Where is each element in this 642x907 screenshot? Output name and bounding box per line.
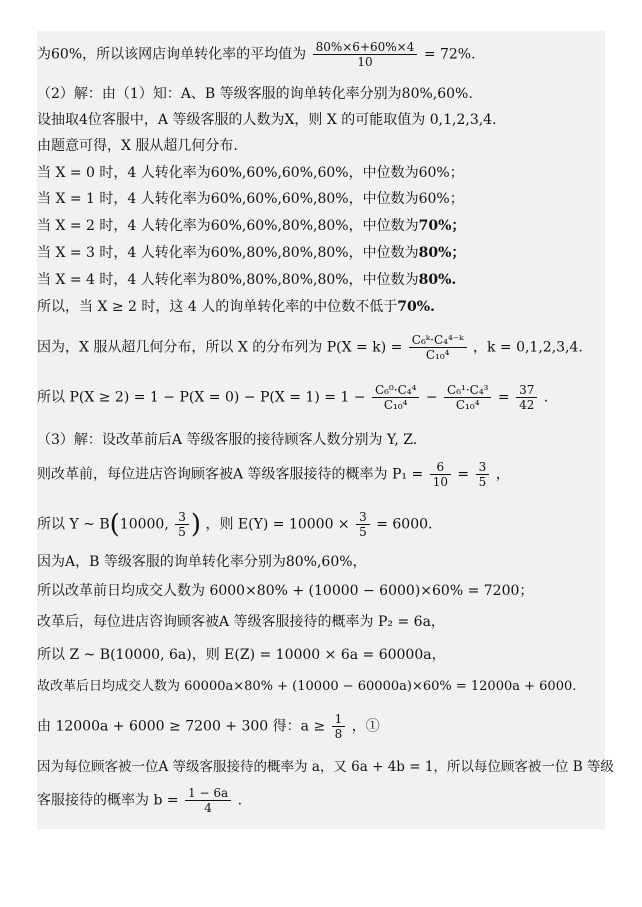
numerator: C₆ᵏ·C₄⁴⁻ᵏ bbox=[409, 333, 467, 348]
line-19 bbox=[37, 645, 446, 665]
text: 60%； bbox=[418, 191, 464, 207]
text: （2）解：由（1）知：A、B 等级客服的询单转化率分别为80%,60%. bbox=[37, 86, 473, 102]
text: （3）解：设改革前后A 等级客服的接待顾客人数分别为 Y, Z. bbox=[37, 432, 418, 448]
line-17 bbox=[37, 581, 533, 601]
line-14 bbox=[37, 460, 510, 489]
fraction bbox=[185, 786, 231, 815]
fraction bbox=[476, 460, 490, 489]
line-7 bbox=[37, 216, 465, 236]
line-10 bbox=[37, 297, 435, 317]
numerator: 6 bbox=[430, 460, 451, 475]
text: 因为A，B 等级客服的询单转化率分别为80%,60%， bbox=[37, 554, 367, 570]
text: 由 12000a + 6000 ≥ 7200 + 300 得：a ≥ bbox=[37, 718, 326, 735]
fraction bbox=[332, 712, 346, 741]
denominator: 5 bbox=[478, 475, 487, 489]
line-1 bbox=[37, 40, 476, 69]
denominator: C₁₀⁴ bbox=[455, 398, 480, 412]
line-3 bbox=[37, 110, 497, 130]
fraction bbox=[356, 510, 370, 539]
numerator: C₆¹·C₄³ bbox=[444, 383, 491, 398]
numerator: 3 bbox=[356, 510, 370, 525]
denominator: 10 bbox=[357, 55, 373, 69]
fraction bbox=[430, 460, 451, 489]
denominator: 4 bbox=[204, 801, 212, 815]
numerator: 3 bbox=[175, 510, 189, 525]
line-23 bbox=[37, 786, 242, 815]
fraction bbox=[372, 383, 419, 412]
paren: ( bbox=[109, 509, 120, 540]
denominator: 10 bbox=[432, 475, 448, 489]
paren: ) bbox=[190, 509, 202, 540]
text: 70%； bbox=[418, 218, 466, 234]
line-6 bbox=[37, 189, 464, 209]
text: 80%； bbox=[418, 245, 466, 261]
line-22 bbox=[37, 757, 614, 777]
line-18 bbox=[37, 612, 445, 632]
text: 因为，X 服从超几何分布，所以 X 的分布列为 P(X = k) = bbox=[37, 339, 403, 356]
text: 当 X = 0 时，4 人转化率为60%,60%,60%,60%，中位数为 bbox=[37, 165, 419, 181]
fraction bbox=[444, 383, 491, 412]
text: 80%. bbox=[418, 272, 457, 288]
numerator: 1 − 6a bbox=[185, 786, 231, 801]
text: 由题意可得，X 服从超几何分布. bbox=[37, 138, 238, 154]
text: 故改革后日均成交人数为 60000a×80% + (10000 − 60000a)×60% = 12000a + 6000. bbox=[37, 679, 577, 694]
line-12 bbox=[37, 383, 548, 412]
text: 60%； bbox=[418, 165, 464, 181]
text: 所以 Y ~ B bbox=[37, 516, 110, 533]
text: 10000, bbox=[119, 516, 169, 533]
text: = bbox=[457, 466, 470, 483]
line-20 bbox=[37, 677, 576, 697]
text: = 72%. bbox=[423, 46, 476, 63]
fraction bbox=[175, 510, 189, 539]
text: 所以 P(X ≥ 2) = 1 − P(X = 0) − P(X = 1) = 1 − bbox=[37, 389, 366, 406]
line-21 bbox=[37, 712, 380, 741]
text: 70%. bbox=[397, 299, 435, 315]
fraction bbox=[313, 40, 418, 69]
line-13 bbox=[37, 430, 417, 450]
text: = 6000. bbox=[376, 516, 433, 533]
text: 当 X = 4 时，4 人转化率为80%,80%,80%,80%，中位数为 bbox=[37, 272, 419, 288]
text: 所以 Z ~ B(10000, 6a)，则 E(Z) = 10000 × 6a = 60000a， bbox=[37, 647, 446, 663]
text: ，k = 0,1,2,3,4. bbox=[472, 339, 583, 356]
fraction bbox=[409, 333, 467, 362]
line-2 bbox=[37, 84, 473, 104]
text: . bbox=[543, 389, 549, 406]
denominator: 5 bbox=[359, 525, 367, 539]
text: . bbox=[237, 792, 243, 809]
text: ， bbox=[495, 466, 510, 483]
line-11 bbox=[37, 333, 583, 362]
numerator: 80%×6+60%×4 bbox=[313, 40, 418, 55]
denominator: 8 bbox=[334, 727, 343, 741]
denominator: C₁₀⁴ bbox=[425, 348, 450, 362]
text: ，则 E(Y) = 10000 × bbox=[205, 516, 350, 533]
text: 所以，当 X ≥ 2 时，这 4 人的询单转化率的中位数不低于 bbox=[37, 299, 398, 315]
line-9 bbox=[37, 270, 456, 290]
text: 当 X = 2 时，4 人转化率为60%,60%,80%,80%，中位数为 bbox=[37, 218, 419, 234]
line-5 bbox=[37, 163, 464, 183]
text: 所以改革前日均成交人数为 6000×80% + (10000 − 6000)×60% = 7200； bbox=[37, 583, 534, 599]
text: 设抽取4位客服中，A 等级客服的人数为X，则 X 的可能取值为 0,1,2,3,4. bbox=[37, 112, 497, 128]
text: 为60%，所以该网店询单转化率的平均值为 bbox=[37, 46, 307, 63]
denominator: C₁₀⁴ bbox=[383, 398, 408, 412]
text: = bbox=[497, 389, 510, 406]
text: 因为每位顾客被一位A 等级客服接待的概率为 a，又 6a + 4b = 1，所以每位顾客被一位 B 等级 bbox=[37, 759, 614, 775]
text: − bbox=[425, 389, 438, 406]
numerator: C₆⁰·C₄⁴ bbox=[372, 383, 419, 398]
text: 则改革前，每位进店咨询顾客被A 等级客服接待的概率为 P₁ = bbox=[37, 466, 424, 483]
denominator: 42 bbox=[519, 398, 535, 412]
text: 改革后，每位进店咨询顾客被A 等级客服接待的概率为 P₂ = 6a， bbox=[37, 614, 445, 630]
numerator: 37 bbox=[516, 383, 537, 398]
line-16 bbox=[37, 552, 367, 572]
numerator: 1 bbox=[332, 712, 346, 727]
line-15 bbox=[37, 510, 432, 539]
line-8 bbox=[37, 243, 465, 263]
denominator: 5 bbox=[178, 525, 186, 539]
text: 当 X = 3 时，4 人转化率为60%,80%,80%,80%，中位数为 bbox=[37, 245, 419, 261]
fraction bbox=[516, 383, 537, 412]
line-4 bbox=[37, 136, 238, 156]
numerator: 3 bbox=[476, 460, 490, 475]
text: 客服接待的概率为 b = bbox=[37, 792, 179, 809]
text: ，① bbox=[351, 718, 380, 735]
text: 当 X = 1 时，4 人转化率为60%,60%,60%,80%，中位数为 bbox=[37, 191, 419, 207]
